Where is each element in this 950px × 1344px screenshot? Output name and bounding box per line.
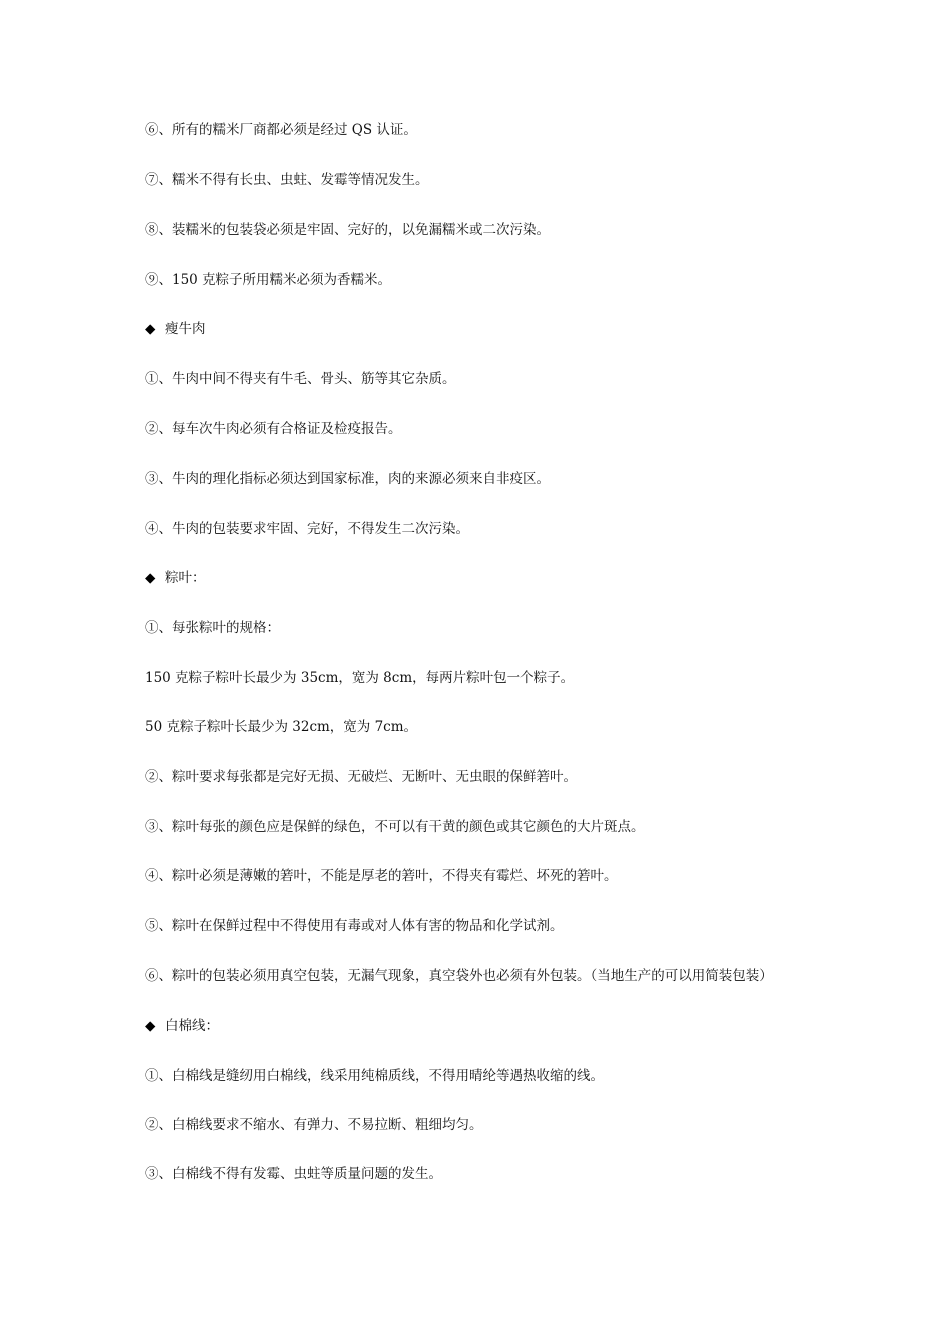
diamond-bullet-icon: ◆ [145, 570, 156, 586]
list-item: ③、牛肉的理化指标必须达到国家标准，肉的来源必须来自非疫区。 [145, 471, 550, 487]
list-item: ⑥、所有的糯米厂商都必须是经过 QS 认证。 [145, 122, 417, 138]
list-item: ②、每车次牛肉必须有合格证及检疫报告。 [145, 421, 402, 437]
section-heading-leaves [145, 567, 206, 589]
list-item: ③、粽叶每张的颜色应是保鲜的绿色，不可以有干黄的颜色或其它颜色的大片斑点。 [145, 819, 645, 835]
diamond-bullet-icon: ◆ [145, 321, 156, 337]
list-item: 150 克粽子粽叶长最少为 35cm，宽为 8cm，每两片粽叶包一个粽子。 [145, 670, 575, 686]
list-item: ④、牛肉的包装要求牢固、完好，不得发生二次污染。 [145, 521, 469, 537]
list-item: ③、白棉线不得有发霉、虫蛀等质量问题的发生。 [145, 1166, 442, 1182]
section-heading-text: 粽叶： [165, 570, 206, 586]
list-item: ④、粽叶必须是薄嫩的箬叶，不能是厚老的箬叶，不得夹有霉烂、坏死的箬叶。 [145, 868, 618, 884]
list-item: ⑤、粽叶在保鲜过程中不得使用有毒或对人体有害的物品和化学试剂。 [145, 918, 564, 934]
list-item: 50 克粽子粽叶长最少为 32cm，宽为 7cm。 [145, 719, 418, 735]
section-heading-text: 白棉线： [165, 1018, 219, 1034]
section-heading-thread [145, 1015, 219, 1037]
list-item: ⑨、150 克粽子所用糯米必须为香糯米。 [145, 272, 392, 288]
list-item: ⑧、装糯米的包装袋必须是牢固、完好的，以免漏糯米或二次污染。 [145, 222, 550, 238]
section-heading-beef [145, 318, 206, 340]
diamond-bullet-icon: ◆ [145, 1018, 156, 1034]
list-item: ①、每张粽叶的规格： [145, 620, 280, 636]
list-item: ②、粽叶要求每张都是完好无损、无破烂、无断叶、无虫眼的保鲜箬叶。 [145, 769, 577, 785]
list-item: ⑥、粽叶的包装必须用真空包装，无漏气现象，真空袋外也必须有外包装。（当地生产的可以用简装包装） [145, 968, 773, 984]
list-item: ⑦、糯米不得有长虫、虫蛀、发霉等情况发生。 [145, 172, 429, 188]
list-item: ①、白棉线是缝纫用白棉线，线采用纯棉质线，不得用晴纶等遇热收缩的线。 [145, 1068, 604, 1084]
list-item: ①、牛肉中间不得夹有牛毛、骨头、筋等其它杂质。 [145, 371, 456, 387]
list-item: ②、白棉线要求不缩水、有弹力、不易拉断、粗细均匀。 [145, 1117, 483, 1133]
section-heading-text: 瘦牛肉 [165, 321, 206, 337]
